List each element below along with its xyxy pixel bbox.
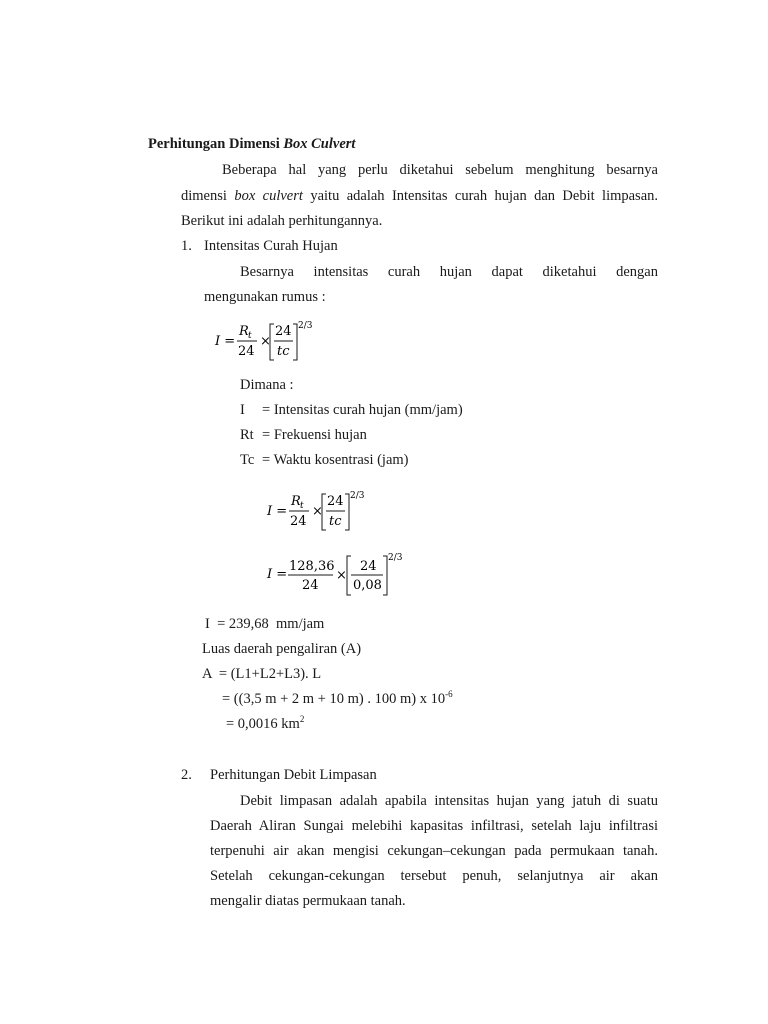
formula-lhs: I =	[267, 504, 288, 519]
section-2-line-3: terpenuhi air akan mengisi cekungan–cekungan pada permukaan tanah.	[210, 843, 658, 859]
area-line-3-text: = 0,0016 km	[226, 716, 300, 732]
formula-exponent: 2/3	[350, 491, 365, 501]
formula-general	[215, 318, 335, 371]
word: Setelah	[210, 868, 253, 884]
formula-exponent: 2/3	[298, 321, 313, 331]
formula-den1: 24	[238, 344, 255, 359]
definition-symbol: Rt	[240, 427, 254, 443]
intro-text: yaitu adalah Intensitas curah hujan dan Debit limpasan.	[310, 188, 659, 204]
intro-line-2	[181, 188, 658, 205]
formula-num2: 24	[360, 559, 377, 574]
formula-repeat	[267, 488, 387, 541]
formula-den1: 24	[302, 578, 319, 593]
intro-line-3: Berikut ini adalah perhitungannya.	[181, 213, 383, 229]
formula-num2: 24	[275, 324, 292, 339]
definition-text: Waktu kosentrasi (jam)	[273, 452, 409, 468]
intro-text: dimensi	[181, 188, 227, 204]
word: air	[599, 868, 615, 884]
section-1-para-line-2: mengunakan rumus :	[204, 289, 326, 305]
section-2-line-4	[210, 868, 658, 885]
section-2-line-1: Debit limpasan adalah apabila intensitas hujan yang jatuh di suatu	[240, 793, 658, 809]
area-line-3	[226, 716, 304, 733]
area-line-2-text: = ((3,5 m + 2 m + 10 m) . 100 m) x 10	[222, 691, 446, 707]
formula-times: ×	[336, 568, 347, 583]
intensity-result: I = 239,68 mm/jam	[205, 616, 325, 632]
word: dengan	[616, 264, 658, 280]
definition-eq: =	[262, 402, 271, 418]
section-1-para-line-1	[240, 264, 658, 281]
word: Beberapa	[222, 162, 277, 178]
definition-eq: =	[262, 427, 271, 443]
word: diketahui	[542, 264, 597, 280]
definition-symbol: I	[240, 402, 245, 418]
formula-den2: tc	[329, 514, 342, 529]
word: selanjutnya	[517, 868, 584, 884]
formula-den2: 0,08	[353, 578, 382, 593]
heading-italic: Box Culvert	[283, 136, 356, 152]
formula-times: ×	[312, 504, 323, 519]
intro-line-1	[222, 162, 658, 179]
word: diketahui	[399, 162, 454, 178]
section-2-number: 2.	[181, 767, 192, 783]
section-1-number: 1.	[181, 238, 192, 254]
word: Besarnya	[240, 264, 294, 280]
definition-text: Frekuensi hujan	[273, 427, 367, 443]
word: curah	[387, 264, 421, 280]
definition-eq: =	[262, 452, 271, 468]
formula-sub1: t	[248, 331, 252, 341]
formula-times: ×	[260, 334, 271, 349]
word: tersebut	[400, 868, 447, 884]
formula-exponent: 2/3	[388, 553, 403, 563]
section-2-title: Perhitungan Debit Limpasan	[210, 767, 377, 783]
word: intensitas	[313, 264, 369, 280]
formula-num1: R	[291, 494, 301, 509]
formula-num1: R	[239, 324, 249, 339]
word: menghitung	[525, 162, 595, 178]
dimana-label: Dimana :	[240, 377, 294, 393]
formula-lhs: I =	[215, 334, 236, 349]
word: penuh,	[462, 868, 502, 884]
section-2-line-2: Daerah Aliran Sungai melebihi kapasitas infiltrasi, setelah laju infiltrasi	[210, 818, 658, 834]
area-line-1: A = (L1+L2+L3). L	[202, 666, 322, 682]
formula-values	[267, 551, 417, 604]
formula-sub1: t	[300, 501, 304, 511]
area-title: Luas daerah pengaliran (A)	[202, 641, 362, 657]
word: hal	[288, 162, 307, 178]
word: akan	[630, 868, 658, 884]
area-line-2	[222, 691, 453, 708]
formula-den2: tc	[277, 344, 290, 359]
formula-num1: 128,36	[289, 559, 335, 574]
word: yang	[318, 162, 347, 178]
section-1-title: Intensitas Curah Hujan	[204, 238, 338, 254]
word: hujan	[439, 264, 472, 280]
formula-num2: 24	[327, 494, 344, 509]
word: perlu	[357, 162, 388, 178]
page-heading	[148, 136, 355, 153]
word: dapat	[491, 264, 523, 280]
heading-text: Perhitungan Dimensi	[148, 136, 280, 152]
definition-text: Intensitas curah hujan (mm/jam)	[273, 402, 463, 418]
word: besarnya	[606, 162, 658, 178]
definition-symbol: Tc	[240, 452, 255, 468]
definition-row	[240, 402, 463, 419]
area-line-3-sup: 2	[299, 714, 305, 724]
formula-lhs: I =	[267, 567, 288, 582]
word: cekungan-cekungan	[268, 868, 385, 884]
definition-row	[240, 452, 409, 469]
word: sebelum	[465, 162, 514, 178]
definition-row	[240, 427, 367, 444]
intro-italic: box culvert	[234, 188, 303, 204]
section-2-line-5: mengalir diatas permukaan tanah.	[210, 893, 406, 909]
formula-den1: 24	[290, 514, 307, 529]
area-line-2-sup: -6	[445, 689, 453, 699]
